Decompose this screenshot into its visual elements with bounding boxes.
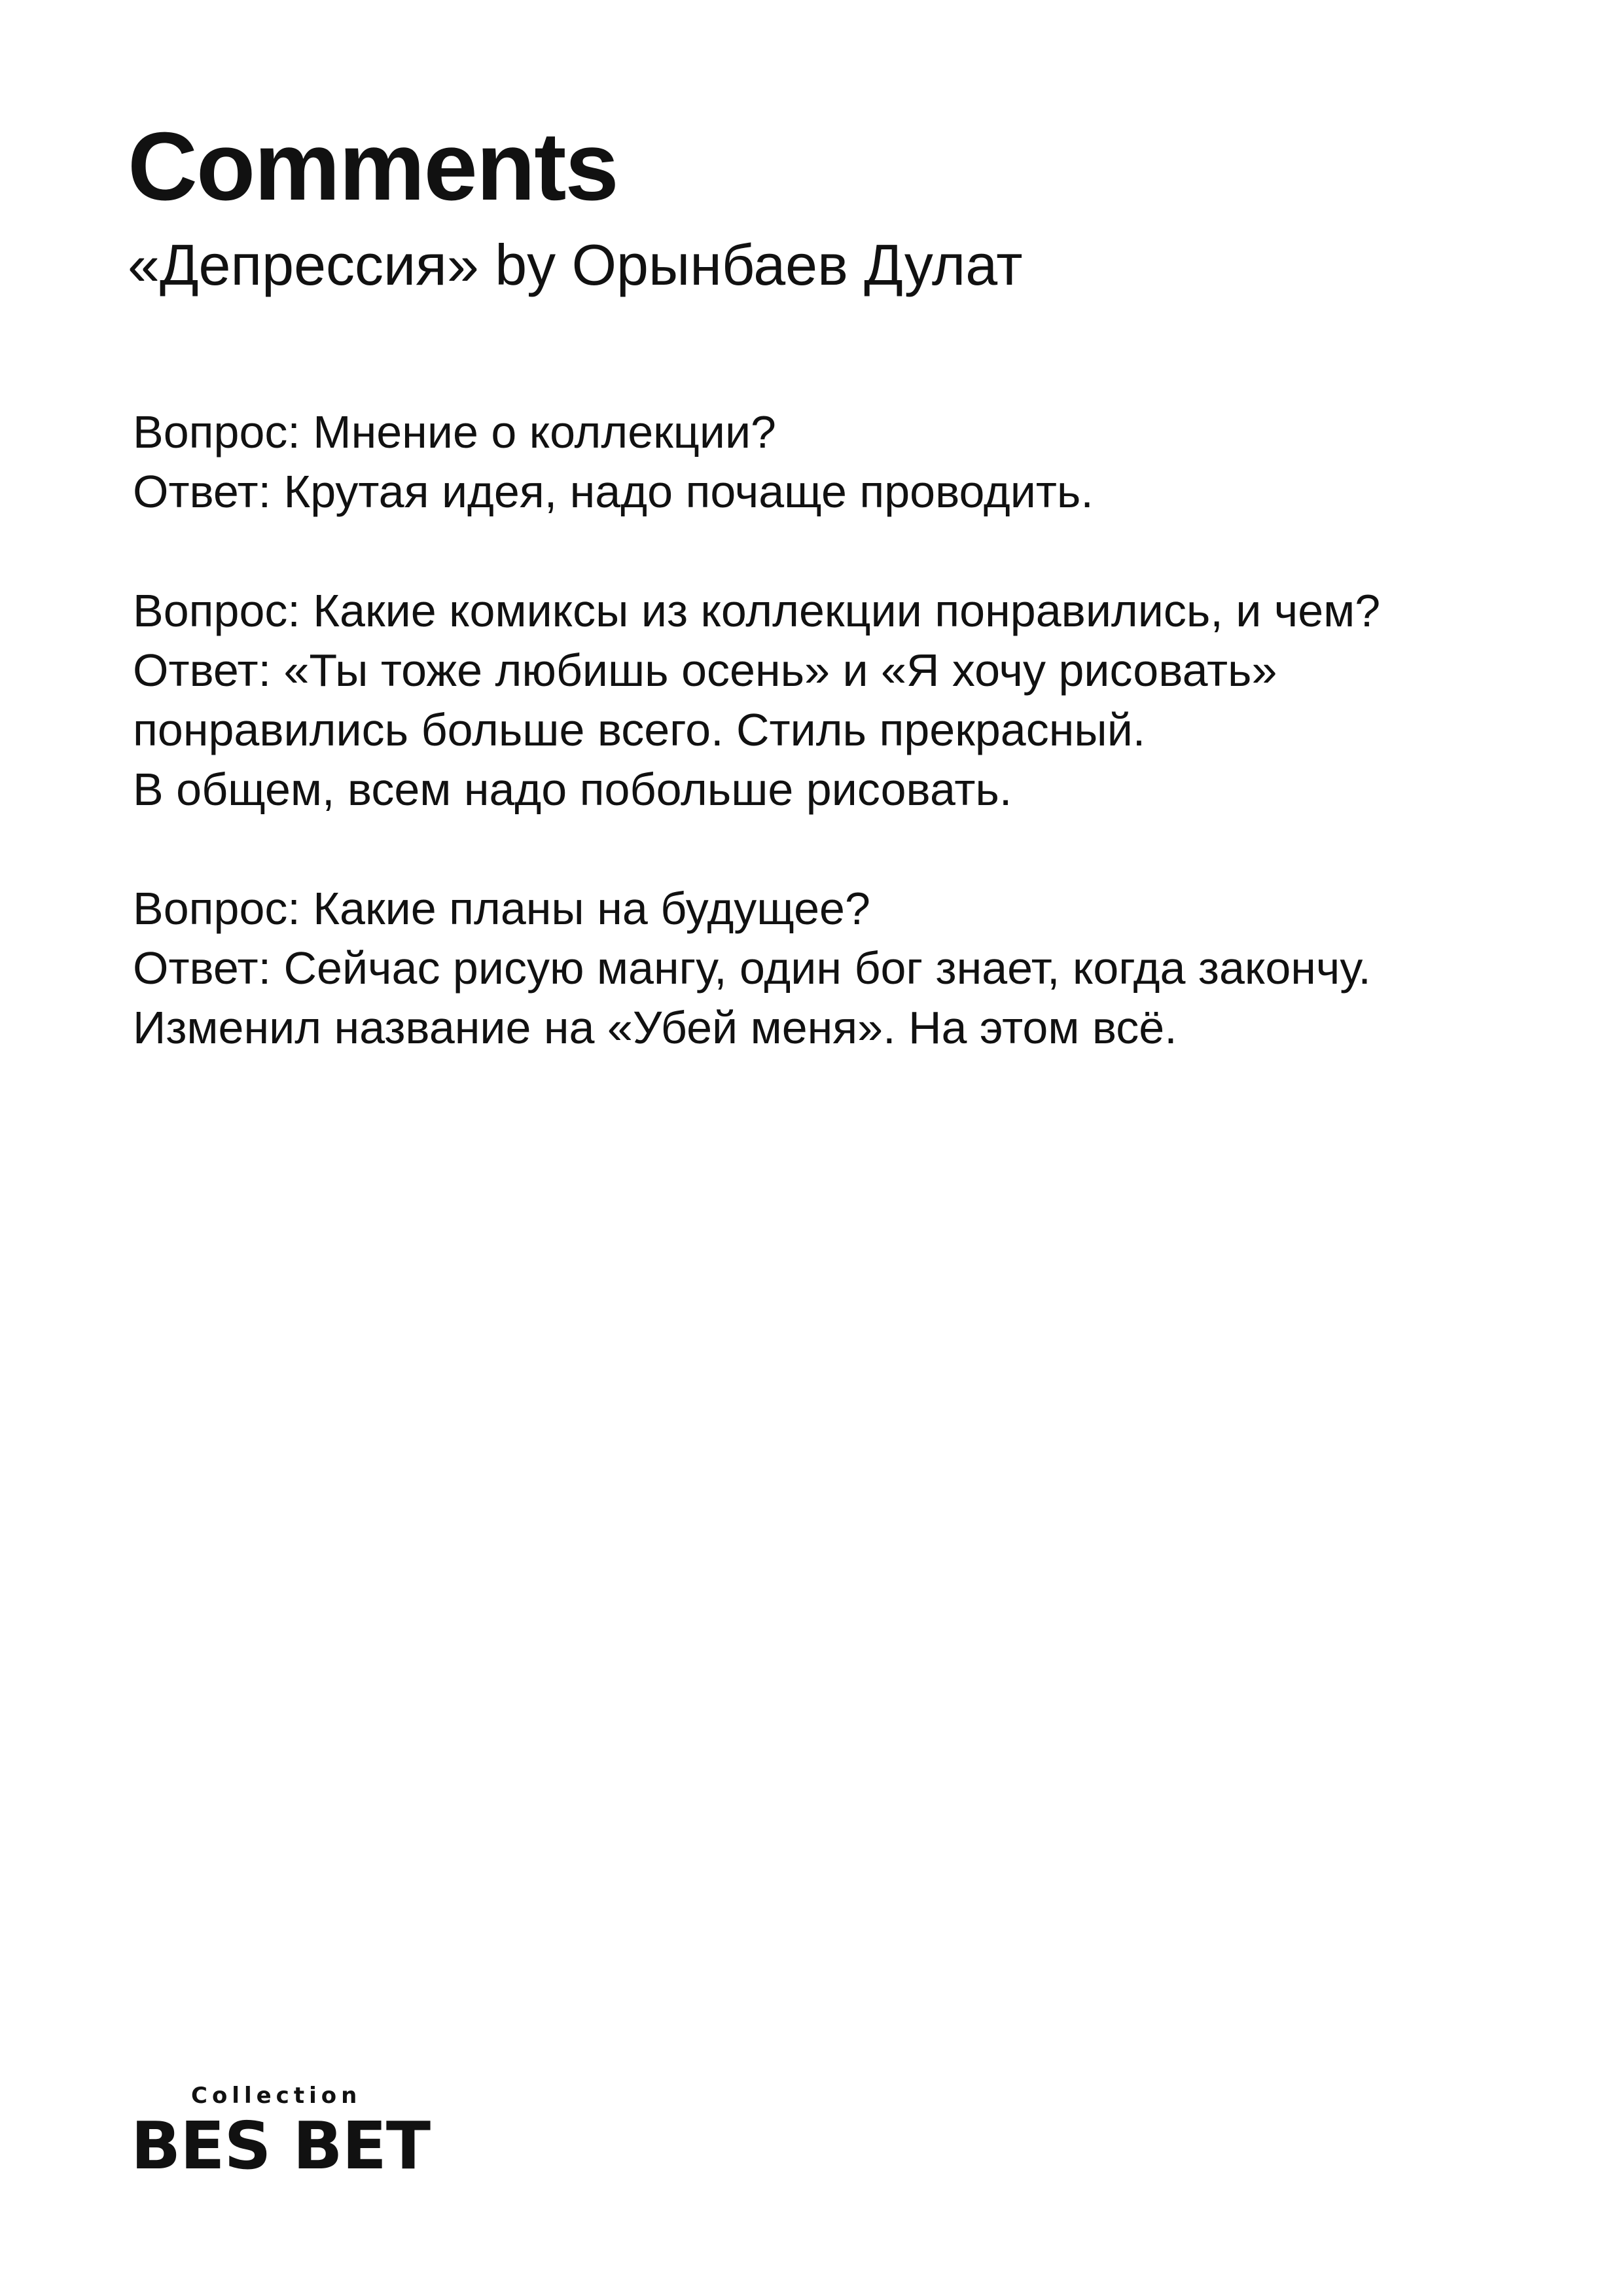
brand-name: BES BET: [131, 2108, 431, 2184]
qa-block: [133, 879, 1520, 1058]
answer-line: Изменил название на «Убей меня». На этом всё.: [133, 1002, 1177, 1053]
answer-line: Ответ: Сейчас рисую мангу, один бог знает, когда закончу.: [133, 942, 1371, 994]
page-title: Comments: [128, 113, 618, 221]
answer-line: В общем, всем надо побольше рисовать.: [133, 764, 1012, 815]
brand-collection-label: Collection: [191, 2083, 362, 2109]
question-line: Вопрос: Какие комиксы из коллекции понравились, и чем?: [133, 585, 1381, 636]
qa-block: [133, 403, 1520, 522]
page-header: [128, 111, 1502, 301]
qa-block: [133, 581, 1520, 819]
page-subtitle: «Депрессия» by Орынбаев Дулат: [128, 232, 1023, 297]
answer-line: Ответ: Крутая идея, надо почаще проводить.: [133, 466, 1094, 517]
brand-logo: [131, 2081, 432, 2182]
question-line: Вопрос: Мнение о коллекции?: [133, 406, 776, 457]
answer-line: Ответ: «Ты тоже любишь осень» и «Я хочу рисовать»: [133, 645, 1277, 696]
answer-line: понравились больше всего. Стиль прекрасный.: [133, 704, 1146, 755]
interview-qa-list: [133, 403, 1520, 1117]
question-line: Вопрос: Какие планы на будущее?: [133, 883, 870, 934]
